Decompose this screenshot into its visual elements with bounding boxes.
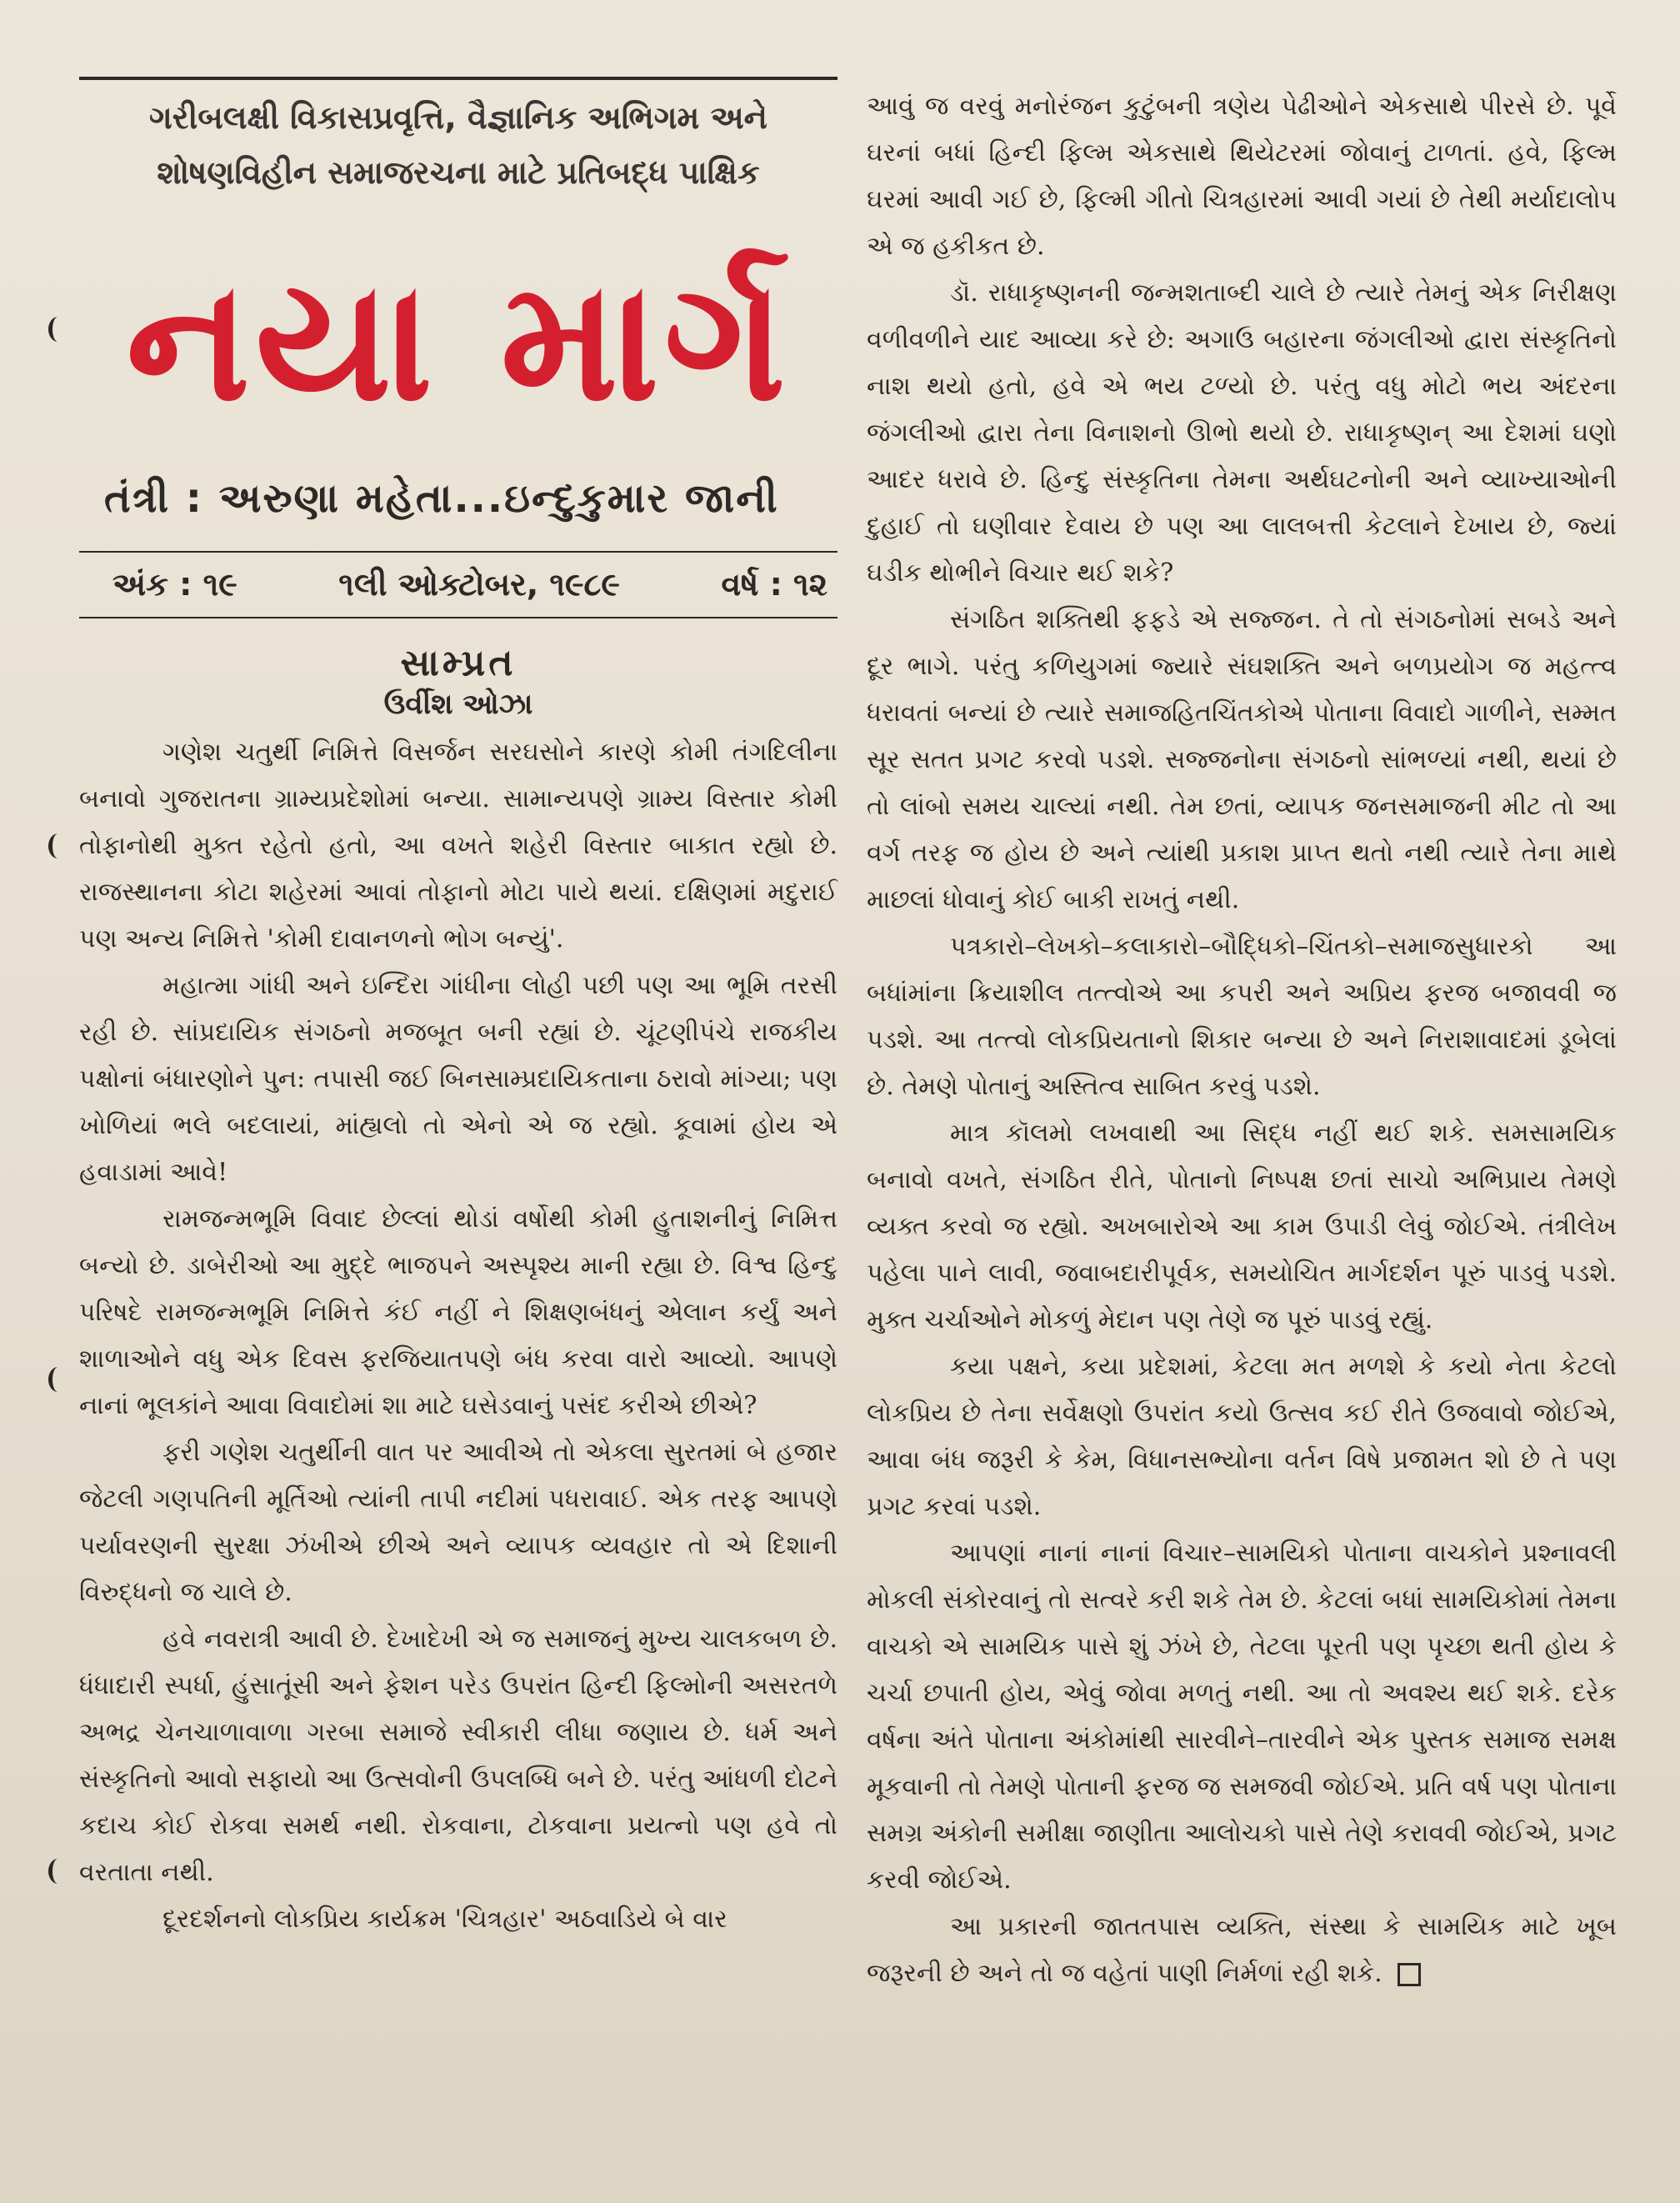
left-column bbox=[79, 77, 838, 1943]
article-paragraph-final bbox=[867, 1904, 1617, 1997]
issue-info bbox=[79, 553, 838, 617]
editors-line: તંત્રી : અરુણા મહેતા...ઇન્દુકુમાર જાની bbox=[104, 475, 779, 522]
final-paragraph-text: આ પ્રકારની જાતતપાસ વ્યક્તિ, સંસ્થા કે સામયિક માટે ખૂબ જરૂરની છે અને તો જ વહેતાં પાણી નિર્મળાં રહી શકે. bbox=[867, 1912, 1617, 1988]
masthead-title: નયા માર્ગ bbox=[126, 244, 791, 438]
article-paragraph: આપણાં નાનાં નાનાં વિચાર–સામયિકો પોતાના વાચકોને પ્રશ્નાવલી મોકલી સંકોરવાનું તો સત્વરે કરી શકે તેમ છે. કેટલાં બધાં સામયિકોમાં તેમના વાચકો એ સામયિક પાસે શું ઝંખે છે, તેટલા પૂરતી પણ પૃચ્છા થતી હોય કે ચર્ચા છપાતી હોય, એવું જોવા મળતું નથી. આ તો અવશ્ય થઈ શકે. દરેક વર્ષના અંતે પોતાના અંકોમાંથી સારવીને–તારવીને એક પુસ્તક સમાજ સમક્ષ મૂકવાની તો તેમણે પોતાની ફરજ જ સમજવી જોઈએ. પ્રતિ વર્ષ પણ પોતાના સમગ્ર અંકોની સમીક્ષા જાણીતા આલોચકો પાસે તેણે કરાવવી જોઈએ, પ્રગટ કરવી જોઈએ. bbox=[867, 1539, 1617, 1895]
article-paragraph: પત્રકારો–લેખકો–કલાકારો–બૌદ્ધિકો–ચિંતકો–સમાજસુધારકો આ બધાંમાંના ક્રિયાશીલ તત્ત્વોએ આ કપરી અને અપ્રિય ફરજ બજાવવી જ પડશે. આ તત્ત્વો લોકપ્રિયતાનો શિકાર બન્યા છે અને નિરાશાવાદમાં ડૂબેલાં છે. તેમણે પોતાનું અસ્તિત્વ સાબિત કરવું પડશે. bbox=[867, 932, 1617, 1101]
article-paragraph: રામજન્મભૂમિ વિવાદ છેલ્લાં થોડાં વર્ષોથી કોમી હુતાશનીનું નિમિત્ત બન્યો છે. ડાબેરીઓ આ મુદ્દે ભાજપને અસ્પૃશ્ય માની રહ્યા છે. વિશ્વ હિન્દુ પરિષદે રામજન્મભૂમિ નિમિત્તે કંઈ નહીં ને શિક્ષણબંધનું એલાન કર્યું અને શાળાઓને વધુ એક દિવસ ફરજિયાતપણે બંધ કરવા વારો આવ્યો. આપણે નાનાં ભૂલકાંને આવા વિવાદોમાં શા માટે ઘસેડવાનું પસંદ કરીએ છીએ? bbox=[79, 1204, 838, 1420]
article-paragraph: હવે નવરાત્રી આવી છે. દેખાદેખી એ જ સમાજનું મુખ્ય ચાલકબળ છે. ધંધાદારી સ્પર્ધા, હુંસાતૂંસી અને ફેશન પરેડ ઉપરાંત હિન્દી ફિલ્મોની અસરતળે અભદ્ર ચેનચાળાવાળા ગરબા સમાજે સ્વીકારી લીધા જણાય છે. ધર્મ અને સંસ્કૃતિનો આવો સફાયો આ ઉત્સવોની ઉપલબ્ધિ બને છે. પરંતુ આંધળી દોટને કદાચ કોઈ રોકવા સમર્થ નથી. રોકવાના, ટોકવાના પ્રયત્નો પણ હવે તો વરતાતા નથી. bbox=[79, 1625, 838, 1887]
article-title: સામ્પ્રત bbox=[400, 642, 517, 684]
article-paragraph: માત્ર કૉલમો લખવાથી આ સિદ્ધ નહીં થઈ શકે. સમસામયિક બનાવો વખતે, સંગઠિત રીતે, પોતાનો નિષ્પક્ષ છતાં સાચો અભિપ્રાય તેમણે વ્યક્ત કરવો જ રહ્યો. અખબારોએ આ કામ ઉપાડી લેવું જોઈએ. તંત્રીલેખ પહેલા પાને લાવી, જવાબદારીપૂર્વક, સમયોચિત માર્ગદર્શન પૂરું પાડવું પડશે. મુક્ત ચર્ચાઓને મોકળું મેદાન પણ તેણે જ પૂરું પાડવું રહ્યું. bbox=[867, 1119, 1617, 1334]
tagline bbox=[79, 90, 838, 200]
article-paragraph: દૂરદર્શનનો લોકપ્રિય કાર્યક્રમ 'ચિત્રહાર' અઠવાડિયે બે વાર bbox=[162, 1905, 728, 1934]
issue-year: વર્ષ : ૧૨ bbox=[721, 566, 828, 603]
article-paragraph: સંગઠિત શક્તિથી ફફડે એ સજ્જન. તે તો સંગઠનોમાં સબડે અને દૂર ભાગે. પરંતુ કળિયુગમાં જ્યારે સંઘશક્તિ અને બળપ્રયોગ જ મહત્ત્વ ધરાવતાં બન્યાં છે ત્યારે સમાજહિતચિંતકોએ પોતાના વિવાદો ગાળીને, સમ્મત સૂર સતત પ્રગટ કરવો પડશે. સજ્જનોના સંગઠનો સાંભળ્યાં નથી, થયાં છે તો લાંબો સમય ચાલ્યાં નથી. તેમ છતાં, વ્યાપક જનસમાજની મીટ તો આ વર્ગ તરફ જ હોય છે અને ત્યાંથી પ્રકાશ પ્રાપ્ત થતો નથી ત્યારે તેના માથે માછલાં ધોવાનું કોઈ બાકી રાખતું નથી. bbox=[867, 605, 1617, 914]
article-paragraph: ફરી ગણેશ ચતુર્થીની વાત પર આવીએ તો એકલા સુરતમાં બે હજાર જેટલી ગણપતિની મૂર્તિઓ ત્યાંની તાપી નદીમાં પધરાવાઈ. એક તરફ આપણે પર્યાવરણની સુરક્ષા ઝંખીએ છીએ અને વ્યાપક વ્યવહાર તો એ દિશાની વિરુદ્ધનો જ ચાલે છે. bbox=[79, 1438, 838, 1607]
right-column bbox=[867, 83, 1617, 1997]
top-rule bbox=[79, 77, 838, 80]
tagline-line-2: શોષણવિહીન સમાજરચના માટે પ્રતિબદ્ધ પાક્ષિક bbox=[157, 154, 760, 191]
issue-rule-bottom bbox=[79, 617, 838, 618]
article-paragraph: ડૉ. રાધાકૃષ્ણનની જન્મશતાબ્દી ચાલે છે ત્યારે તેમનું એક નિરીક્ષણ વળીવળીને યાદ આવ્યા કરે છે: અગાઉ બહારના જંગલીઓ દ્વારા સંસ્કૃતિનો નાશ થયો હતો, હવે એ ભય ટળ્યો છે. પરંતુ વધુ મોટો ભય અંદરના જંગલીઓ દ્વારા તેના વિનાશનો ઊભો થયો છે. રાધાકૃષ્ણન્ આ દેશમાં ઘણો આદર ધરાવે છે. હિન્દુ સંસ્કૃતિના તેમના અર્થઘટનોની અને વ્યાખ્યાઓની દુહાઈ તો ઘણીવાર દેવાય છે પણ આ લાલબત્તી કેટલાને દેખાય છે, જ્યાં ઘડીક થોભીને વિચાર થઈ શકે? bbox=[867, 278, 1617, 588]
end-of-article-square-icon bbox=[1398, 1963, 1421, 1986]
article-paragraph: ગણેશ ચતુર્થી નિમિત્તે વિસર્જન સરઘસોને કારણે કોમી તંગદિલીના બનાવો ગુજરાતના ગ્રામ્યપ્રદેશોમાં બન્યા. સામાન્યપણે ગ્રામ્ય વિસ્તાર કોમી તોફાનોથી મુક્ત રહેતો હતો, આ વખતે શહેરી વિસ્તાર બાકાત રહ્યો છે. રાજસ્થાનના કોટા શહેરમાં આવાં તોફાનો મોટા પાયે થયાં. દક્ષિણમાં મદુરાઈ પણ અન્ય નિમિત્તે 'કોમી દાવાનળનો ભોગ બન્યું'. bbox=[79, 738, 838, 954]
issue-number: અંક : ૧૯ bbox=[112, 566, 238, 603]
tagline-line-1: ગરીબલક્ષી વિકાસપ્રવૃત્તિ, વૈજ્ઞાનિક અભિગમ અને bbox=[149, 99, 768, 136]
article-paragraph: આવું જ વરવું મનોરંજન કુટુંબની ત્રણેય પેઢીઓને એકસાથે પીરસે છે. પૂર્વે ઘરનાં બધાં હિન્દી ફિલ્મ એકસાથે થિયેટરમાં જોવાનું ટાળતાં. હવે, ફિલ્મ ઘરમાં આવી ગઈ છે, ફિલ્મી ગીતો ચિત્રહારમાં આવી ગયાં છે તેથી મર્યાદાલોપ એ જ હકીકત છે. bbox=[867, 92, 1617, 261]
issue-date: ૧લી ઓક્ટોબર, ૧૯૮૯ bbox=[338, 566, 620, 603]
article-paragraph: કયા પક્ષને, કયા પ્રદેશમાં, કેટલા મત મળશે કે કયો નેતા કેટલો લોકપ્રિય છે તેના સર્વેક્ષણો ઉપરાંત કયો ઉત્સવ કઈ રીતે ઉજવાવો જોઈએ, આવા બંધ જરૂરી કે કેમ, વિધાનસભ્યોના વર્તન વિષે પ્રજામત શો છે તે પણ પ્રગટ કરવાં પડશે. bbox=[867, 1352, 1617, 1521]
article-paragraph: મહાત્મા ગાંધી અને ઇન્દિરા ગાંધીના લોહી પછી પણ આ ભૂમિ તરસી રહી છે. સાંપ્રદાયિક સંગઠનો મજબૂત બની રહ્યાં છે. ચૂંટણીપંચે રાજકીય પક્ષોનાં બંધારણોને પુન: તપાસી જઈ બિનસામ્પ્રદાયિકતાના ઠરાવો માંગ્યા; પણ ખોળિયાં ભલે બદલાયાં, માંહ્યલો તો એનો એ જ રહ્યો. કૂવામાં હોય એ હવાડામાં આવે! bbox=[79, 971, 838, 1187]
article-author: ઉર્વીશ ઓઝા bbox=[383, 688, 533, 721]
